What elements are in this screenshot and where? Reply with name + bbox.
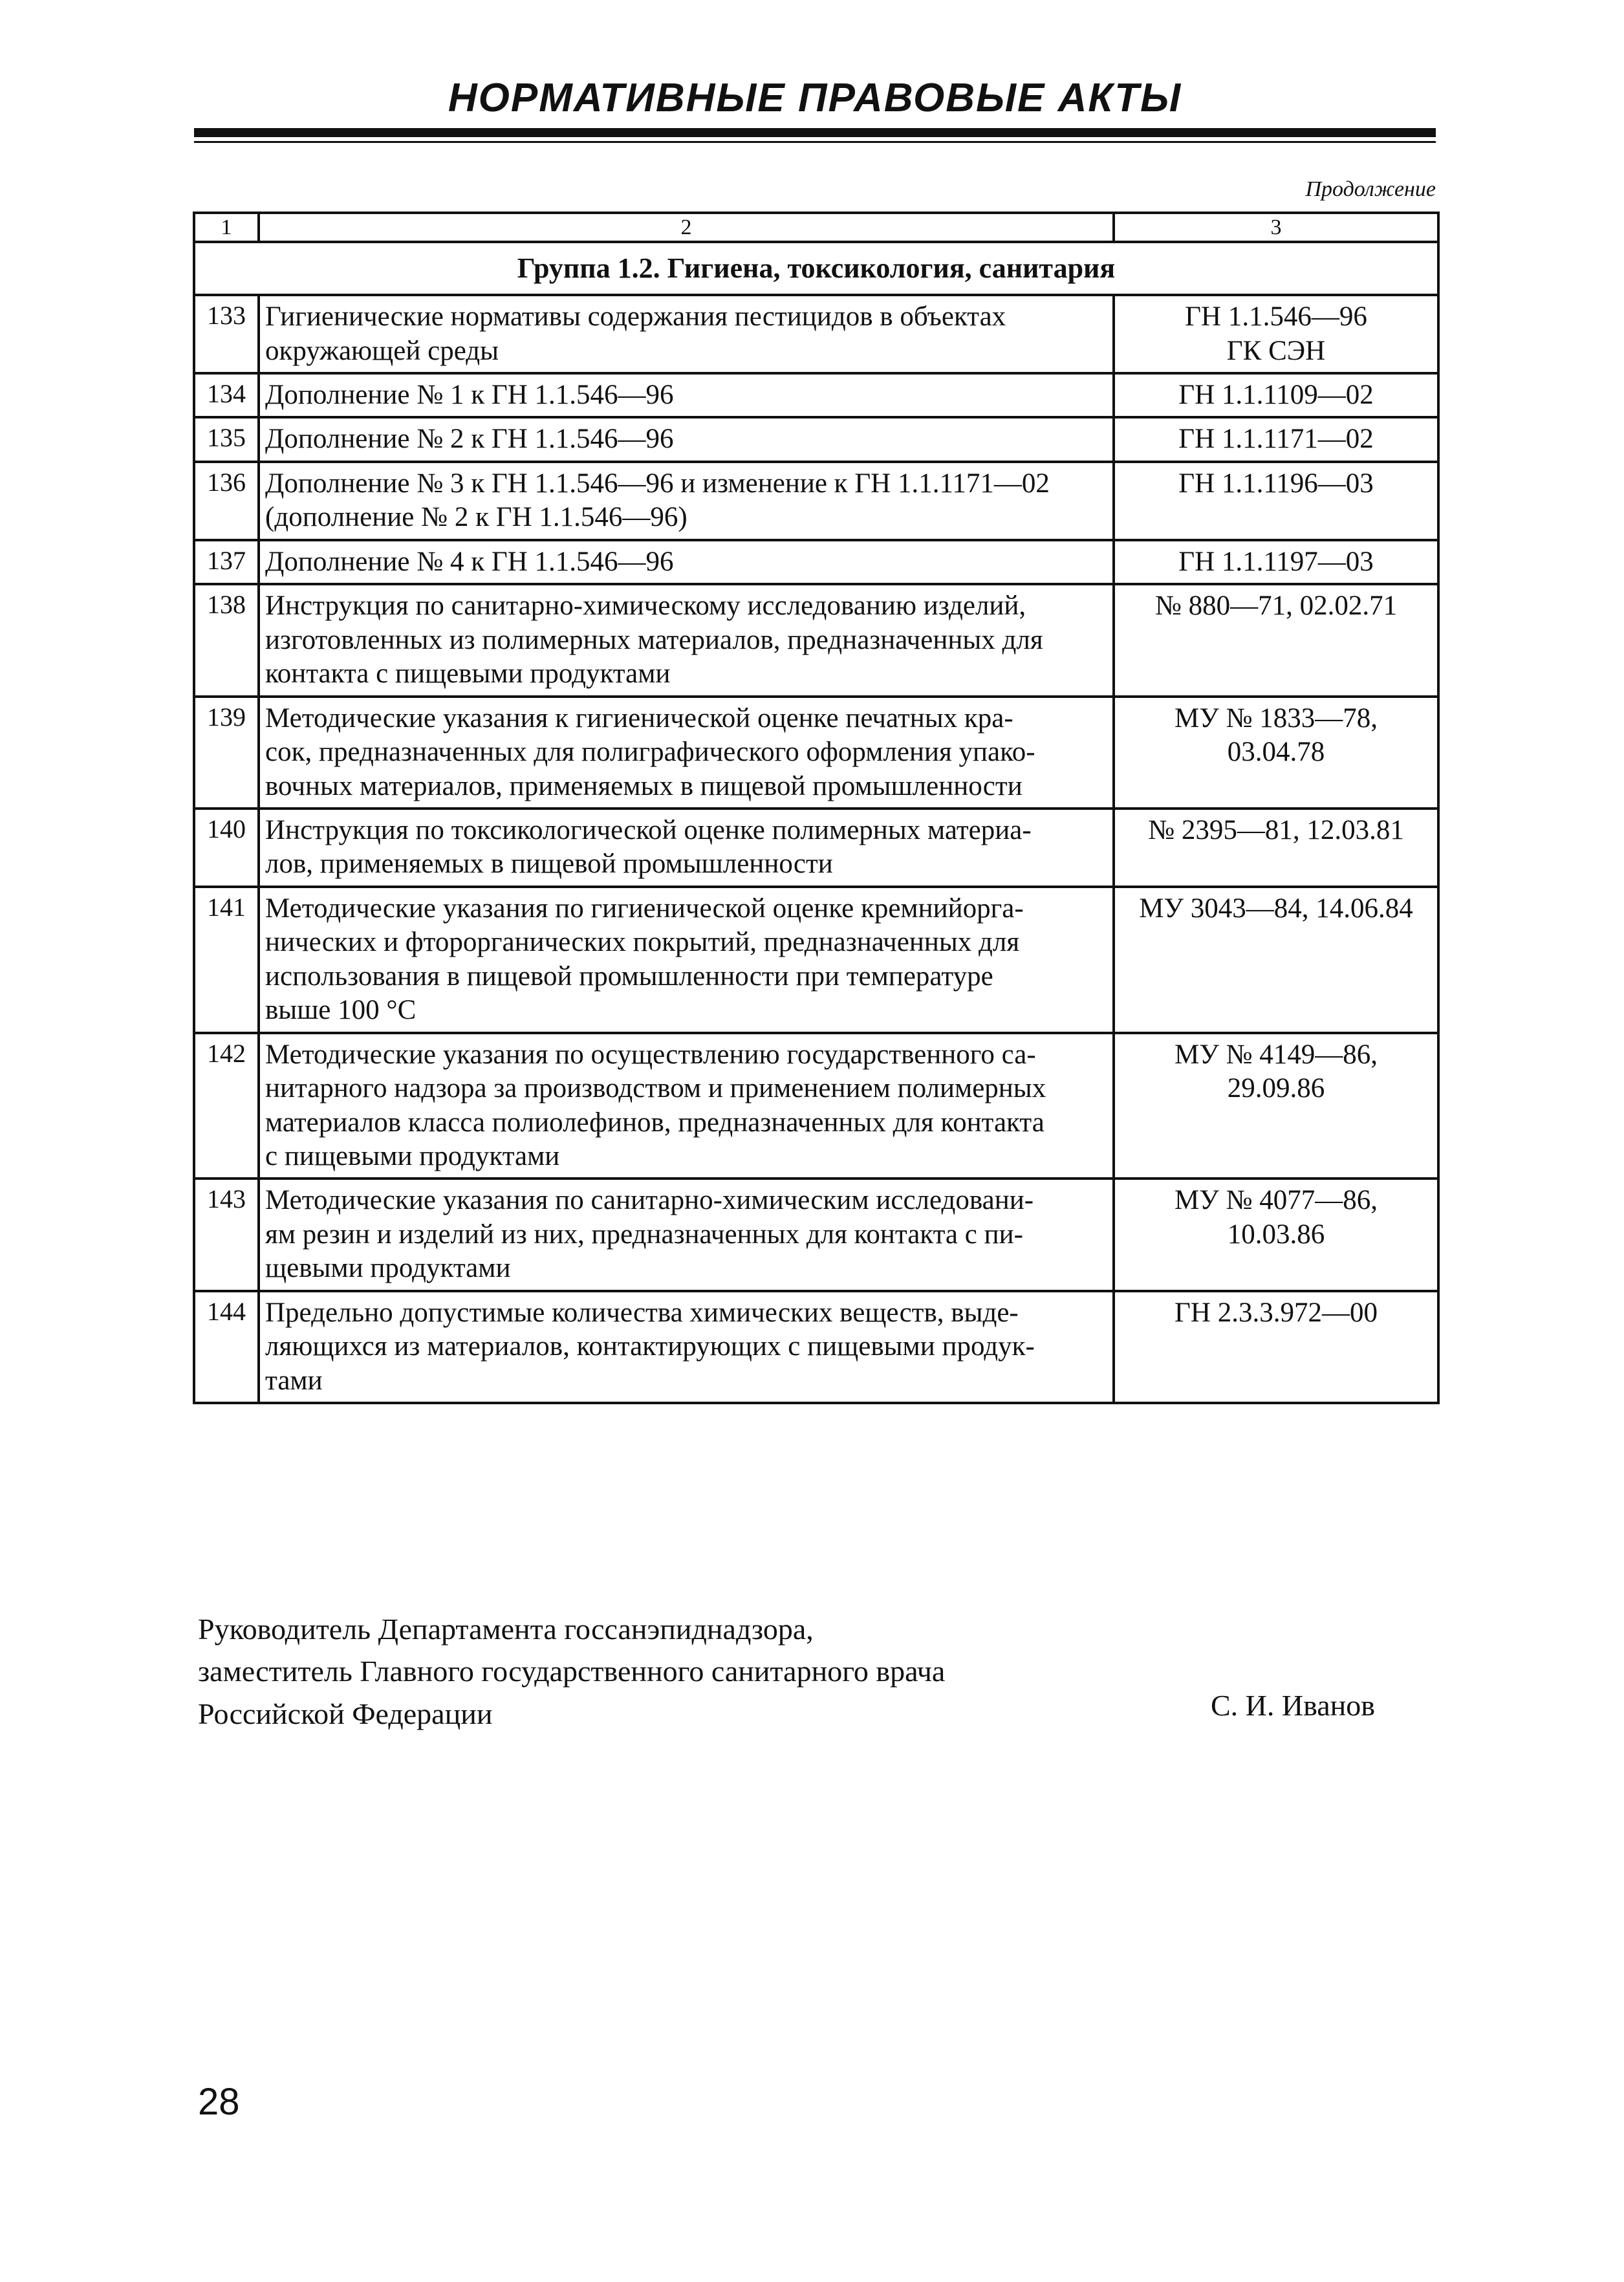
document-title-line: ляющихся из материалов, контактирующих с пищевыми продук-	[265, 1331, 1035, 1362]
regulations-table	[193, 212, 1440, 1404]
document-title-line: контакта с пищевыми продуктами	[265, 658, 671, 690]
document-title-line: нитарного надзора за производством и применением полимерных	[265, 1073, 1046, 1104]
document-code-line: МУ № 1833—78,	[1175, 702, 1378, 734]
document-code-line: ГН 1.1.1197—03	[1178, 546, 1374, 577]
document-code-line: ГН 1.1.1171—02	[1178, 424, 1374, 455]
table-row	[194, 462, 1438, 540]
document-title-line: изготовленных из полимерных материалов, предназначенных для	[265, 624, 1043, 655]
document-title-line: (дополнение № 2 к ГН 1.1.546—96)	[265, 502, 687, 533]
document-code	[1114, 887, 1438, 1033]
row-number: 137	[194, 540, 259, 584]
document-code	[1114, 373, 1438, 417]
table-row	[194, 584, 1438, 696]
signer-name: С. И. Иванов	[1211, 1689, 1375, 1722]
document-code-line: МУ 3043—84, 14.06.84	[1139, 893, 1413, 924]
document-title	[259, 417, 1114, 461]
column-number-3: 3	[1114, 213, 1438, 242]
document-code	[1114, 1291, 1438, 1403]
document-title-line: лов, применяемых в пищевой промышленности	[265, 849, 833, 880]
document-code-line: № 2395—81, 12.03.81	[1148, 814, 1404, 845]
row-number: 135	[194, 417, 259, 461]
column-number-2: 2	[259, 213, 1114, 242]
row-number: 140	[194, 809, 259, 887]
document-title-line: Инструкция по токсикологической оценке полимерных материа-	[265, 814, 1032, 845]
page-header-title: НОРМАТИВНЫЕ ПРАВОВЫЕ АКТЫ	[448, 76, 1182, 120]
header-rule-thick	[194, 128, 1436, 137]
table-row	[194, 295, 1438, 373]
document-title	[259, 540, 1114, 584]
header-rule-thin	[194, 141, 1436, 143]
document-title-line: использования в пищевой промышленности при температуре	[265, 961, 993, 992]
document-title-line: Методические указания по гигиенической оценке кремнийорга-	[265, 893, 1024, 924]
row-number: 143	[194, 1179, 259, 1290]
document-code	[1114, 1179, 1438, 1290]
table-row	[194, 540, 1438, 584]
row-number: 133	[194, 295, 259, 373]
document-title-line: Инструкция по санитарно-химическому исследованию изделий,	[265, 591, 1026, 622]
page-number: 28	[198, 2081, 240, 2123]
row-number: 138	[194, 584, 259, 696]
document-code	[1114, 417, 1438, 461]
signature-line: Руководитель Департамента госсанэпиднадзора,	[198, 1613, 814, 1646]
document-title-line: материалов класса полиолефинов, предназначенных для контакта	[265, 1107, 1045, 1138]
table-row	[194, 697, 1438, 809]
document-title	[259, 584, 1114, 696]
document-title-line: Предельно допустимые количества химических веществ, выде-	[265, 1297, 1019, 1328]
document-code	[1114, 462, 1438, 540]
document-title	[259, 295, 1114, 373]
column-number-row	[194, 213, 1438, 242]
table-row	[194, 417, 1438, 461]
row-number: 134	[194, 373, 259, 417]
table-row	[194, 1033, 1438, 1179]
document-code	[1114, 809, 1438, 887]
document-code-line: № 880—71, 02.02.71	[1154, 591, 1398, 622]
document-title-line: сок, предназначенных для полиграфического оформления упако-	[265, 737, 1035, 768]
document-title-line: нических и фторорганических покрытий, предназначенных для	[265, 927, 1020, 958]
document-title-line: Методические указания по санитарно-химическим исследовани-	[265, 1185, 1034, 1216]
signature-line: Российской Федерации	[198, 1697, 493, 1730]
table-row	[194, 373, 1438, 417]
document-code	[1114, 584, 1438, 696]
document-title-line: ям резин и изделий из них, предназначенных для контакта с пи-	[265, 1219, 1023, 1250]
table-row	[194, 887, 1438, 1033]
document-title-line: Методические указания к гигиенической оценке печатных кра-	[265, 702, 1013, 734]
document-code-line: ГН 1.1.546—96	[1185, 301, 1367, 332]
row-number: 142	[194, 1033, 259, 1179]
document-code-line: ГН 2.3.3.972—00	[1175, 1297, 1378, 1328]
document-title	[259, 1033, 1114, 1179]
row-number: 136	[194, 462, 259, 540]
document-title-line: выше 100 °С	[265, 995, 417, 1026]
document-title	[259, 1291, 1114, 1403]
document-code	[1114, 697, 1438, 809]
document-title	[259, 809, 1114, 887]
document-code	[1114, 540, 1438, 584]
document-code-line: ГК СЭН	[1226, 335, 1326, 366]
document-title-line: вочных материалов, применяемых в пищевой промышленности	[265, 770, 1023, 801]
document-title-line: Дополнение № 2 к ГН 1.1.546—96	[265, 424, 674, 455]
document-title	[259, 373, 1114, 417]
signature-block	[198, 1608, 945, 1735]
table-row	[194, 809, 1438, 887]
row-number: 141	[194, 887, 259, 1033]
document-code	[1114, 1033, 1438, 1179]
document-title-line: Гигиенические нормативы содержания пестицидов в объектах	[265, 301, 1006, 332]
signature-line: заместитель Главного государственного санитарного врача	[198, 1655, 946, 1688]
document-code-line: 03.04.78	[1227, 737, 1325, 768]
group-title: Группа 1.2. Гигиена, токсикология, санитария	[194, 242, 1438, 295]
document-title	[259, 462, 1114, 540]
document-code	[1114, 295, 1438, 373]
group-row	[194, 242, 1438, 295]
column-number-1: 1	[194, 213, 259, 242]
document-title-line: Дополнение № 1 к ГН 1.1.546—96	[265, 379, 674, 410]
document-code-line: ГН 1.1.1109—02	[1178, 379, 1374, 410]
document-title	[259, 1179, 1114, 1290]
document-code-line: МУ № 4077—86,	[1175, 1185, 1378, 1216]
table-row	[194, 1179, 1438, 1290]
row-number: 139	[194, 697, 259, 809]
document-code-line: МУ № 4149—86,	[1175, 1039, 1378, 1070]
row-number: 144	[194, 1291, 259, 1403]
document-title-line: с пищевыми продуктами	[265, 1141, 560, 1172]
document-title	[259, 697, 1114, 809]
continuation-label: Продолжение	[1305, 177, 1436, 201]
document-code-line: 29.09.86	[1227, 1073, 1325, 1104]
document-title-line: окружающей среды	[265, 335, 499, 366]
document-title-line: щевыми продуктами	[265, 1253, 511, 1284]
document-title	[259, 887, 1114, 1033]
table-row	[194, 1291, 1438, 1403]
document-title-line: Методические указания по осуществлению государственного са-	[265, 1039, 1036, 1070]
document-code-line: 10.03.86	[1227, 1219, 1325, 1250]
document-code-line: ГН 1.1.1196—03	[1178, 468, 1374, 499]
document-title-line: Дополнение № 3 к ГН 1.1.546—96 и изменение к ГН 1.1.1171—02	[265, 468, 1050, 499]
document-title-line: тами	[265, 1365, 323, 1396]
document-title-line: Дополнение № 4 к ГН 1.1.546—96	[265, 546, 674, 577]
